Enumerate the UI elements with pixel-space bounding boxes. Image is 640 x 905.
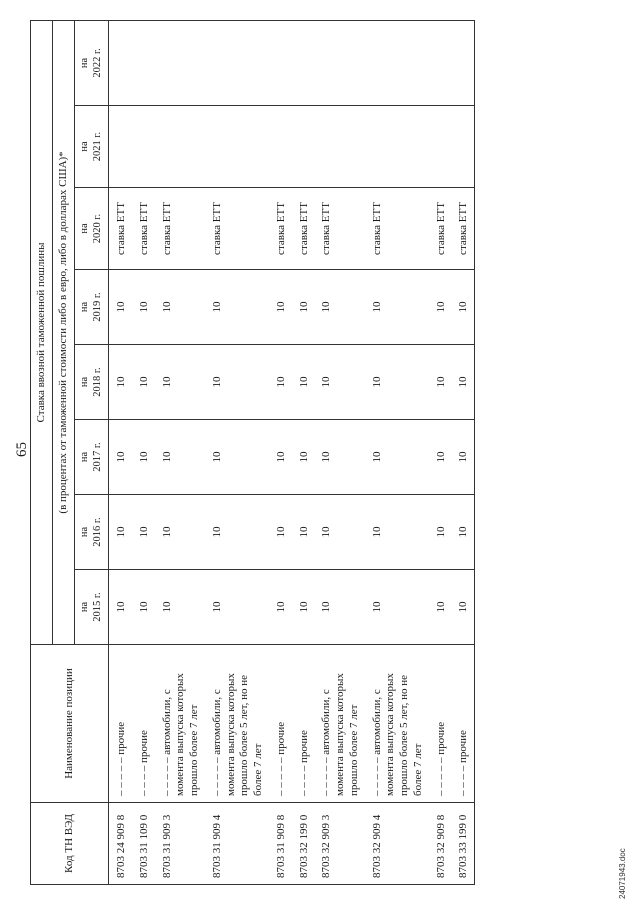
tariff-code: 8703 32 909 3 xyxy=(314,803,364,885)
position-name: – – – – прочие xyxy=(451,645,474,803)
header-code: Код ТН ВЭД xyxy=(31,803,109,885)
rate-cell xyxy=(109,20,132,105)
header-year-prefix: на xyxy=(78,141,90,152)
position-name: – – – – – автомобили, с момента выпуска которых прошло более 7 лет xyxy=(155,645,205,803)
rate-cell: 10 xyxy=(451,570,474,645)
tariff-code: 8703 32 909 4 xyxy=(365,803,429,885)
header-year-prefix: на xyxy=(78,601,90,613)
tariff-code: 8703 24 909 8 xyxy=(109,803,132,885)
rate-cell: 10 xyxy=(292,420,315,495)
rate-cell: 10 xyxy=(269,420,292,495)
rate-cell: 10 xyxy=(314,270,364,345)
rate-cell: ставка ЕТТ xyxy=(132,188,155,270)
table-row xyxy=(429,20,452,884)
rate-cell xyxy=(365,20,429,105)
header-year-prefix: на xyxy=(78,57,90,69)
header-year-label: 2018 г. xyxy=(91,367,103,397)
table-row xyxy=(292,20,315,884)
rate-cell: 10 xyxy=(205,570,269,645)
tariff-code: 8703 32 909 8 xyxy=(429,803,452,885)
rate-cell: 10 xyxy=(109,420,132,495)
rate-cell xyxy=(269,20,292,105)
rate-cell: 10 xyxy=(109,345,132,420)
rate-cell: 10 xyxy=(155,420,205,495)
rate-cell: 10 xyxy=(365,570,429,645)
rate-cell xyxy=(292,20,315,105)
rate-cell: 10 xyxy=(132,420,155,495)
rate-cell: 10 xyxy=(451,270,474,345)
rate-cell: 10 xyxy=(429,570,452,645)
header-year-prefix: на xyxy=(78,451,90,463)
tariff-code: 8703 31 909 4 xyxy=(205,803,269,885)
rate-cell: 10 xyxy=(269,270,292,345)
rate-cell: 10 xyxy=(451,420,474,495)
rate-cell: ставка ЕТТ xyxy=(451,188,474,270)
header-year-prefix: на xyxy=(78,223,90,234)
position-name: – – – – прочие xyxy=(292,645,315,803)
rate-cell: 10 xyxy=(269,345,292,420)
header-year xyxy=(75,20,109,105)
rate-cell: 10 xyxy=(269,495,292,570)
rate-cell xyxy=(451,20,474,105)
rate-cell: 10 xyxy=(292,570,315,645)
position-name: – – – – – прочие xyxy=(429,645,452,803)
rate-cell: 10 xyxy=(365,270,429,345)
position-name: – – – – – автомобили, с момента выпуска которых прошло более 5 лет, но не более 7 лет xyxy=(205,645,269,803)
rate-cell: 10 xyxy=(365,420,429,495)
rate-cell: 10 xyxy=(451,495,474,570)
rate-cell: 10 xyxy=(429,270,452,345)
rate-cell: 10 xyxy=(365,495,429,570)
tariff-table xyxy=(30,20,475,885)
rate-cell: 10 xyxy=(269,570,292,645)
rate-cell xyxy=(132,20,155,105)
tariff-code: 8703 33 199 0 xyxy=(451,803,474,885)
rate-cell xyxy=(451,106,474,188)
rate-cell: 10 xyxy=(314,570,364,645)
tariff-code: 8703 32 199 0 xyxy=(292,803,315,885)
header-year xyxy=(75,570,109,645)
position-name: – – – – – прочие xyxy=(109,645,132,803)
rate-cell: 10 xyxy=(132,570,155,645)
rate-cell: 10 xyxy=(451,345,474,420)
rate-cell: 10 xyxy=(205,495,269,570)
header-year xyxy=(75,270,109,345)
rate-cell: ставка ЕТТ xyxy=(429,188,452,270)
rate-cell xyxy=(269,106,292,188)
rate-cell: 10 xyxy=(205,270,269,345)
header-year xyxy=(75,106,109,188)
table-row xyxy=(132,20,155,884)
rate-cell xyxy=(314,20,364,105)
rate-cell: ставка ЕТТ xyxy=(109,188,132,270)
rate-cell: ставка ЕТТ xyxy=(269,188,292,270)
rate-cell: 10 xyxy=(429,345,452,420)
header-year xyxy=(75,495,109,570)
header-rate-subtitle: (в процентах от таможенной стоимости либо в евро, либо в долларах США)* xyxy=(53,20,75,644)
rate-cell: 10 xyxy=(292,495,315,570)
rate-cell: 10 xyxy=(132,270,155,345)
rate-cell: 10 xyxy=(314,345,364,420)
rate-cell xyxy=(205,20,269,105)
position-name: – – – – – прочие xyxy=(269,645,292,803)
rate-cell xyxy=(429,106,452,188)
rate-cell: 10 xyxy=(155,345,205,420)
rate-cell: 10 xyxy=(155,495,205,570)
table-row xyxy=(205,20,269,884)
rate-cell: 10 xyxy=(109,495,132,570)
rate-cell xyxy=(155,20,205,105)
rate-cell xyxy=(292,106,315,188)
header-year-label: 2016 г. xyxy=(91,517,103,547)
rate-cell: ставка ЕТТ xyxy=(155,188,205,270)
header-name: Наименование позиции xyxy=(31,645,109,803)
tariff-code: 8703 31 909 8 xyxy=(269,803,292,885)
rate-cell: 10 xyxy=(314,420,364,495)
header-year-label: 2022 г. xyxy=(91,48,103,78)
header-rate-title: Ставка ввозной таможенной пошлины xyxy=(31,20,53,644)
header-year-label: 2015 г. xyxy=(91,592,103,622)
header-year-label: 2020 г. xyxy=(91,213,103,244)
rate-cell: 10 xyxy=(155,570,205,645)
tariff-code: 8703 31 909 3 xyxy=(155,803,205,885)
header-year xyxy=(75,345,109,420)
rate-cell: 10 xyxy=(205,345,269,420)
rate-cell: ставка ЕТТ xyxy=(205,188,269,270)
table-row xyxy=(155,20,205,884)
header-year xyxy=(75,420,109,495)
rate-cell: 10 xyxy=(292,345,315,420)
header-year-label: 2021 г. xyxy=(91,131,103,162)
table-row xyxy=(365,20,429,884)
header-year-prefix: на xyxy=(78,376,90,388)
rate-cell xyxy=(314,106,364,188)
header-year-label: 2017 г. xyxy=(91,442,103,472)
rate-cell: 10 xyxy=(314,495,364,570)
position-name: – – – – – автомобили, с момента выпуска которых прошло более 5 лет, но не более 7 лет xyxy=(365,645,429,803)
rate-cell: ставка ЕТТ xyxy=(292,188,315,270)
rate-cell: 10 xyxy=(109,570,132,645)
header-year-prefix: на xyxy=(78,526,90,538)
rate-cell xyxy=(132,106,155,188)
header-year-label: 2019 г. xyxy=(91,292,103,322)
rate-cell xyxy=(429,20,452,105)
position-name: – – – – – автомобили, с момента выпуска которых прошло более 7 лет xyxy=(314,645,364,803)
rate-cell: ставка ЕТТ xyxy=(314,188,364,270)
rate-cell: 10 xyxy=(132,345,155,420)
document-id: 24071943.doc xyxy=(618,848,627,899)
header-year-prefix: на xyxy=(78,301,90,313)
rate-cell: 10 xyxy=(365,345,429,420)
table-row xyxy=(314,20,364,884)
rate-cell xyxy=(365,106,429,188)
page-number: 65 xyxy=(14,442,30,457)
rate-cell: ставка ЕТТ xyxy=(365,188,429,270)
rate-cell: 10 xyxy=(205,420,269,495)
rate-cell: 10 xyxy=(132,495,155,570)
rate-cell: 10 xyxy=(109,270,132,345)
rate-cell xyxy=(109,106,132,188)
table-row xyxy=(109,20,132,884)
table-row xyxy=(269,20,292,884)
rate-cell: 10 xyxy=(429,495,452,570)
position-name: – – – – прочие xyxy=(132,645,155,803)
tariff-code: 8703 31 109 0 xyxy=(132,803,155,885)
rate-cell: 10 xyxy=(429,420,452,495)
rate-cell xyxy=(155,106,205,188)
rate-cell xyxy=(205,106,269,188)
rate-cell: 10 xyxy=(155,270,205,345)
header-year xyxy=(75,188,109,270)
rate-cell: 10 xyxy=(292,270,315,345)
table-row xyxy=(451,20,474,884)
